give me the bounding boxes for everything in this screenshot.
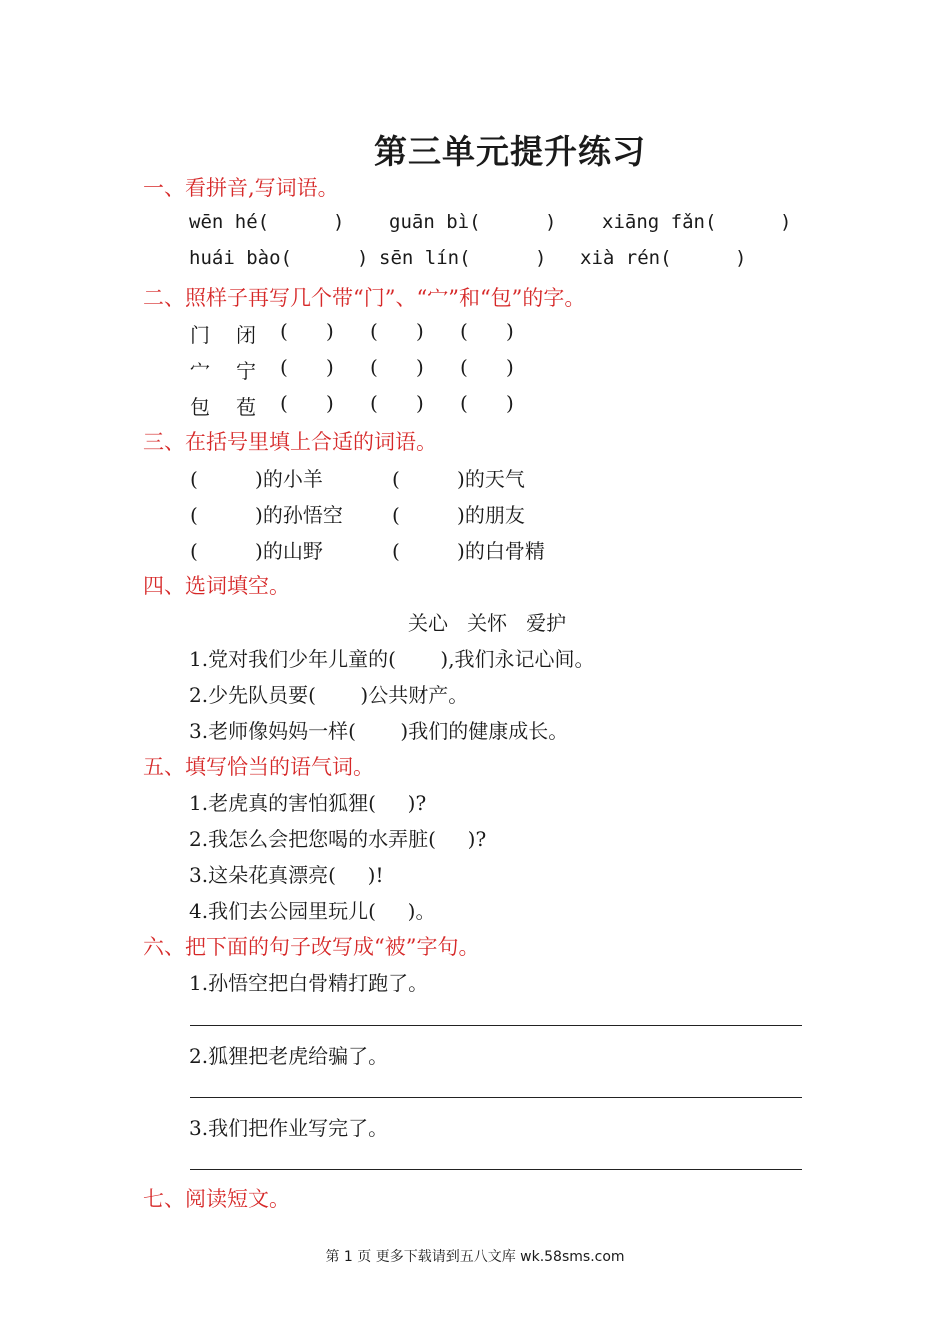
question-item: 1.孙悟空把白骨精打跑了。	[189, 971, 429, 995]
fill-item: ( )的朋友	[392, 503, 525, 527]
section-4-heading: 四、选词填空。	[143, 574, 290, 598]
paren-close: )	[333, 211, 345, 233]
question-item: 2.我怎么会把您喝的水弄脏( )?	[189, 827, 487, 851]
example-char: 包	[190, 395, 210, 419]
pinyin-5: sēn lín(	[379, 247, 471, 269]
blank: ( )	[460, 319, 514, 343]
page-title: 第三单元提升练习	[374, 132, 646, 171]
paren-close: )	[545, 211, 557, 233]
paren-close: )	[780, 211, 792, 233]
blank: ( )	[460, 391, 514, 415]
section-3-heading: 三、在括号里填上合适的词语。	[143, 430, 437, 454]
answer-line	[190, 1097, 802, 1098]
fill-item: ( )的山野	[190, 539, 323, 563]
paren-close: )	[735, 247, 747, 269]
answer-line	[190, 1169, 802, 1170]
blank: ( )	[280, 355, 334, 379]
question-item: 4.我们去公园里玩儿( )。	[189, 899, 436, 923]
section-1-heading: 一、看拼音,写词语。	[143, 176, 339, 200]
pinyin-2: guān bì(	[389, 211, 481, 233]
question-item: 2.狐狸把老虎给骗了。	[189, 1044, 389, 1068]
section-2-heading: 二、照样子再写几个带“门”、“宀”和“包”的字。	[143, 286, 586, 310]
paren-close: )	[357, 247, 369, 269]
page-footer: 第 1 页 更多下载请到五八文库 wk.58sms.com	[325, 1249, 625, 1265]
example-char: 苞	[236, 395, 256, 419]
question-item: 1.老虎真的害怕狐狸( )?	[189, 791, 427, 815]
blank: ( )	[370, 391, 424, 415]
pinyin-3: xiāng fǎn(	[602, 211, 717, 233]
section-7-heading: 七、阅读短文。	[143, 1187, 290, 1211]
question-item: 3.这朵花真漂亮( )!	[189, 863, 384, 887]
example-char: 宁	[236, 359, 256, 383]
question-item: 3.我们把作业写完了。	[189, 1116, 389, 1140]
fill-item: ( )的白骨精	[392, 539, 545, 563]
fill-item: ( )的天气	[392, 467, 525, 491]
paren-close: )	[535, 247, 547, 269]
pinyin-6: xià rén(	[580, 247, 672, 269]
section-5-heading: 五、填写恰当的语气词。	[143, 755, 374, 779]
fill-item: ( )的小羊	[190, 467, 323, 491]
example-char: 闭	[236, 323, 256, 347]
blank: ( )	[370, 319, 424, 343]
word-bank: 关心 关怀 爱护	[408, 611, 567, 635]
question-item: 1.党对我们少年儿童的( ),我们永记心间。	[189, 647, 595, 671]
fill-item: ( )的孙悟空	[190, 503, 343, 527]
question-item: 3.老师像妈妈一样( )我们的健康成长。	[189, 719, 569, 743]
blank: ( )	[280, 319, 334, 343]
question-item: 2.少先队员要( )公共财产。	[189, 683, 469, 707]
section-6-heading: 六、把下面的句子改写成“被”字句。	[143, 935, 480, 959]
pinyin-4: huái bào(	[189, 247, 292, 269]
blank: ( )	[370, 355, 424, 379]
blank: ( )	[460, 355, 514, 379]
blank: ( )	[280, 391, 334, 415]
pinyin-1: wēn hé(	[189, 211, 270, 233]
example-char: 宀	[190, 359, 210, 383]
answer-line	[190, 1025, 802, 1026]
example-char: 门	[190, 323, 210, 347]
